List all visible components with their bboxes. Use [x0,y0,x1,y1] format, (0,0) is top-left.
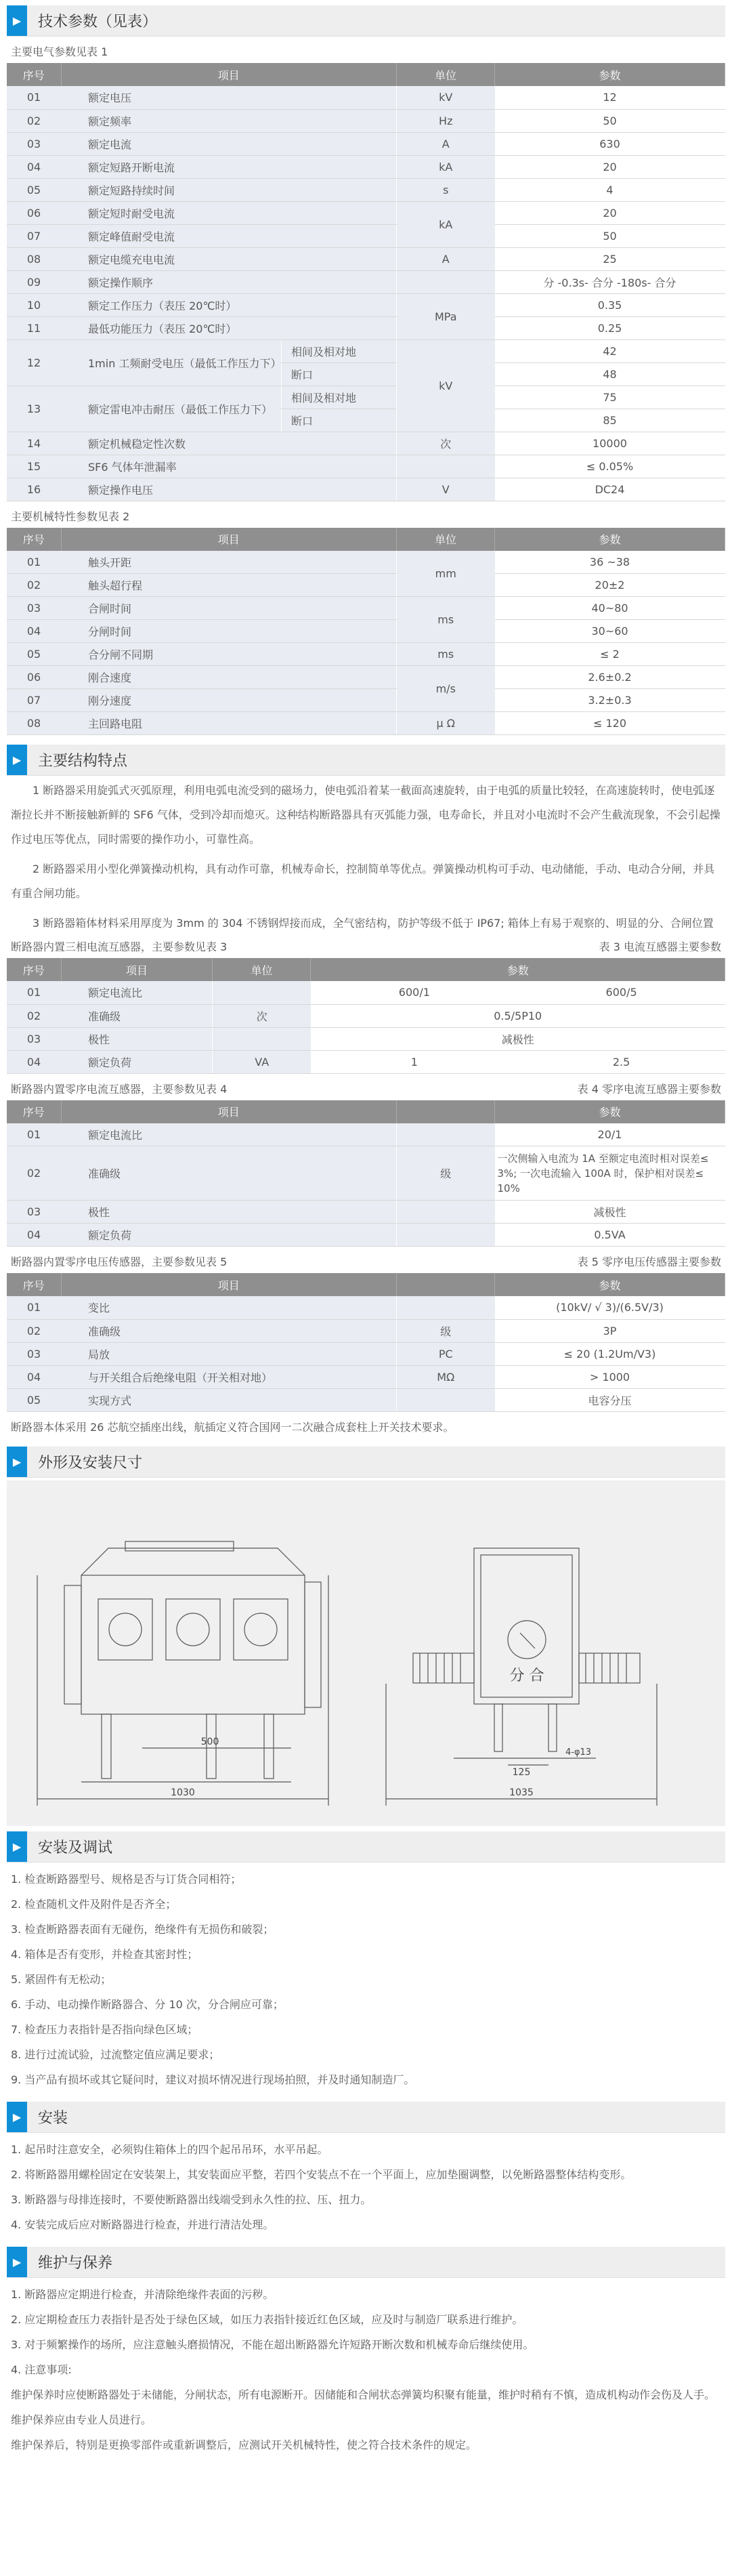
table2-caption: 主要机械特性参数见表 2 [11,510,130,523]
table-row: 15 SF6 气体年泄漏率 ≤ 0.05% [7,455,725,478]
structure-p3: 3 断路器箱体材料采用厚度为 3mm 的 304 不锈钢焊接而成，全气密结构，防护等级不低于 IP67; 箱体上有易于观察的、明显的分、合闸位置 [33,917,714,930]
breaker-outline-drawing [7,1480,725,1826]
table-row: 05 实现方式 电容分压 [7,1388,725,1411]
list-item: 1. 断路器应定期进行检查，并清除绝缘件表面的污秽。 [11,2287,274,2301]
list-item: 9. 当产品有损坏或其它疑问时，建议对损坏情况进行现场拍照，并及时通知制造厂。 [11,2073,415,2086]
debug-list [7,1863,725,2096]
section-install-header: ▶ 安装 [7,2102,725,2133]
table-row: 断口 85 [7,409,725,432]
list-item: 4. 安装完成后应对断路器进行检查，并进行清洁处理。 [11,2218,274,2231]
list-item: 2. 应定期检查压力表指针是否处于绿色区域，如压力表指针接近红色区域，应及时与制造厂联系进行维护。 [11,2312,523,2326]
table-row: 04 额定负荷 0.5VA [7,1224,725,1247]
dim-500-label: 500 [200,1736,219,1747]
table-row: 02 准确级 级 3P [7,1319,725,1342]
dim-1030-label: 1030 [171,1787,195,1798]
table1 [7,63,725,501]
table-row: 03 极性 减极性 [7,1201,725,1224]
play-arrow-icon: ▶ [7,5,27,36]
list-item: 7. 检查压力表指针是否指向绿色区域； [11,2022,198,2036]
table-row: 03 局放 PC ≤ 20 (1.2Um/V3) [7,1342,725,1365]
play-arrow-icon: ▶ [7,2102,27,2132]
table5: 序号 项目 参数 01 变比 (10kV/ √ 3)/(6.5V/3) 02 准确级 级 3P 03 局放 PC ≤ 20 (1.2Um/V3) 04 与开关组合后绝缘电阻（开关相对地） MΩ > 1000 05 实现方式 电容分压 [7,1273,725,1412]
table-row: 10 额定工作压力（表压 20℃时） MPa 0.35 [7,293,725,316]
table-row: 03 合闸时间 ms 40~80 [7,597,725,620]
table-row: 05 合分闸不同期 ms ≤ 2 [7,643,725,666]
list-item: 5. 紧固件有无松动； [11,1972,112,1986]
table-row: 04 与开关组合后绝缘电阻（开关相对地） MΩ > 1000 [7,1365,725,1388]
table5-caption: 断路器内置零序电压传感器，主要参数见表 5 表 5 零序电压传感器主要参数 [11,1255,721,1268]
list-item: 4. 注意事项: [11,2363,72,2376]
table-row: 02 触头超行程 20±2 [7,574,725,597]
col-unit: 单位 [397,63,495,86]
table-row: 07 刚分速度 3.2±0.3 [7,689,725,712]
table-row: 04 分闸时间 30~60 [7,620,725,643]
table2: 序号 项目 单位 参数 01 触头开距 mm 36 ~38 02 触头超行程 20±2 03 合闸时间 ms 40~80 04 分闸时间 30~60 05 合分闸不同期 ms ≤ 2 06 刚合速度 m/s 2.6±0.2 07 刚分速度 3.2±0.3 08 主回路电阻 μ Ω ≤ 120 [7,528,725,736]
col-no: 序号 [7,63,61,86]
list-item: 2. 将断路器用螺栓固定在安装架上，其安装面应平整，若四个安装点不在一个平面上，应加垫圈调整，以免断路器整体结构变形。 [11,2167,632,2181]
table3-caption: 断路器内置三相电流互感器，主要参数见表 3 表 3 电流互感器主要参数 [11,940,721,953]
table-row: 03 额定电流 A 630 [7,132,725,155]
play-arrow-icon: ▶ [7,1831,27,1862]
dimension-drawing [7,1480,725,1826]
section-dimensions-header: ▶ 外形及安装尺寸 [7,1447,725,1478]
list-item: 维护保养时应使断路器处于未储能，分闸状态，所有电源断开。因储能和合闸状态弹簧均积聚有能量，维护时稍有不慎，造成机构动作会伤及人手。 [11,2388,716,2401]
table-row: 02 准确级 次 0.5/5P10 [7,1004,725,1027]
section-tech-header [7,5,725,37]
table-row: 07 额定峰值耐受电流 50 [7,224,725,247]
table-row: 断口 48 [7,362,725,386]
table-row: 01 额定电压 kV 12 [7,86,725,109]
section-structure-header: ▶ 主要结构特点 [7,745,725,776]
fenhe-label: 分 合 [509,1667,544,1684]
list-item: 8. 进行过流试验，过流整定值应满足要求； [11,2048,220,2061]
table3: 序号 项目 单位 参数 01 额定电流比 600/1 600/5 02 准确级 次 0.5/5P10 03 极性 减极性 04 额定负荷 VA 1 2.5 [7,958,725,1074]
table-row: 04 额定短路开断电流 kA 20 [7,155,725,178]
install-list [7,2133,725,2241]
table-row: 02 准确级 级 一次侧输入电流为 1A 至额定电流时相对误差≤ 3%; 一次电流输入 100A 时，保护相对误差≤ 10% [7,1146,725,1201]
section-maintenance-header: ▶ 维护与保养 [7,2247,725,2278]
table-row: 14 额定机械稳定性次数 次 10000 [7,432,725,455]
list-item: 4. 箱体是否有变形，并检查其密封性； [11,1947,198,1961]
table-row: 16 额定操作电压 V DC24 [7,478,725,501]
table1-caption: 主要电气参数见表 1 [11,45,108,58]
table-row: 05 额定短路持续时间 s 4 [7,178,725,201]
list-item: 1. 检查断路器型号、规格是否与订货合同相符； [11,1872,242,1886]
table-row: 13 额定雷电冲击耐压（最低工作压力下） 相间及相对地 75 [7,386,725,409]
dim-125-label: 125 [512,1766,531,1778]
table-row: 01 触头开距 mm 36 ~38 [7,551,725,574]
list-item: 2. 检查随机文件及附件是否齐全； [11,1897,177,1911]
table-row: 02 额定频率 Hz 50 [7,109,725,132]
table-row: 04 额定负荷 VA 1 2.5 [7,1050,725,1073]
list-item: 3. 检查断路器表面有无碰伤，绝缘件有无损伤和破裂； [11,1922,274,1936]
table-row: 08 额定电缆充电电流 A 25 [7,247,725,270]
list-item: 1. 起吊时注意安全，必须钩住箱体上的四个起吊吊环，水平吊起。 [11,2142,328,2156]
table-row: 01 额定电流比 600/1 600/5 [7,981,725,1004]
table-row: 01 额定电流比 20/1 [7,1123,725,1146]
table-row: 09 额定操作顺序 分 -0.3s- 合分 -180s- 合分 [7,270,725,293]
play-arrow-icon: ▶ [7,745,27,775]
table-row: 06 刚合速度 m/s 2.6±0.2 [7,666,725,689]
table-row: 03 极性 减极性 [7,1027,725,1050]
section-title: 技术参数（见表） [38,14,158,30]
section-install-debug-header: ▶ 安装及调试 [7,1831,725,1863]
list-item: 维护保养应由专业人员进行。 [11,2413,152,2426]
dim-1035-label: 1035 [509,1787,534,1798]
play-arrow-icon: ▶ [7,2247,27,2277]
play-arrow-icon: ▶ [7,1447,27,1477]
table-row: 06 额定短时耐受电流 kA 20 [7,201,725,224]
list-item: 3. 对于频繁操作的场所，应注意触头磨损情况，不能在超出断路器允许短路开断次数和机械寿命后继续使用。 [11,2338,534,2351]
col-param: 参数 [495,63,725,86]
connector-note: 断路器本体采用 26 芯航空插座出线，航插定义符合国网一二次融合成套柱上开关技术要求。 [11,1420,454,1434]
maintenance-list [7,2278,725,2461]
table4-caption: 断路器内置零序电流互感器，主要参数见表 4 表 4 零序电流互感器主要参数 [11,1082,721,1096]
table-row: 11 最低功能压力（表压 20℃时） 0.25 [7,316,725,339]
table-row: 01 变比 (10kV/ √ 3)/(6.5V/3) [7,1296,725,1319]
structure-p2: 2 断路器采用小型化弹簧操动机构，具有动作可靠，机械寿命长，控制简单等优点。弹簧操动机构可手动、电动储能，手动、电动合分闸，并具有重合闸功能。 [11,863,715,900]
structure-p1: 1 断路器采用旋弧式灭弧原理，利用电弧电流受到的磁场力，使电弧沿着某一截面高速旋转，由于电弧的质量比较轻，在高速旋转时，使电弧逐渐拉长并不断接触新鲜的 SF6 气体，受到冷却而熄灭。这种结构断路器具有灭弧能力强，电寿命长，并且对小电流时不会产生截流现象，不会引起操作过电压等优点，同时需要的操作功小，可靠性高。 [11,784,720,846]
table4: 序号 项目 参数 01 额定电流比 20/1 02 准确级 级 一次侧输入电流为 1A 至额定电流时相对误差≤ 3%; 一次电流输入 100A 时，保护相对误差≤ 10% 03 极性 减极性 04 额定负荷 0.5VA [7,1100,725,1247]
col-item: 项目 [61,63,397,86]
list-item: 6. 手动、电动操作断路器合、分 10 次，分合闸应可靠； [11,1997,284,2011]
list-item: 3. 断路器与母排连接时，不要使断路器出线端受到永久性的拉、压、扭力。 [11,2193,372,2206]
hole-label: 4-φ13 [565,1747,592,1758]
table-row: 12 1min 工频耐受电压（最低工作压力下） 相间及相对地 kV 42 [7,339,725,362]
list-item: 维护保养后，特别是更换零部件或重新调整后，应测试开关机械特性，使之符合技术条件的规定。 [11,2438,477,2451]
table-row: 08 主回路电阻 μ Ω ≤ 120 [7,712,725,735]
